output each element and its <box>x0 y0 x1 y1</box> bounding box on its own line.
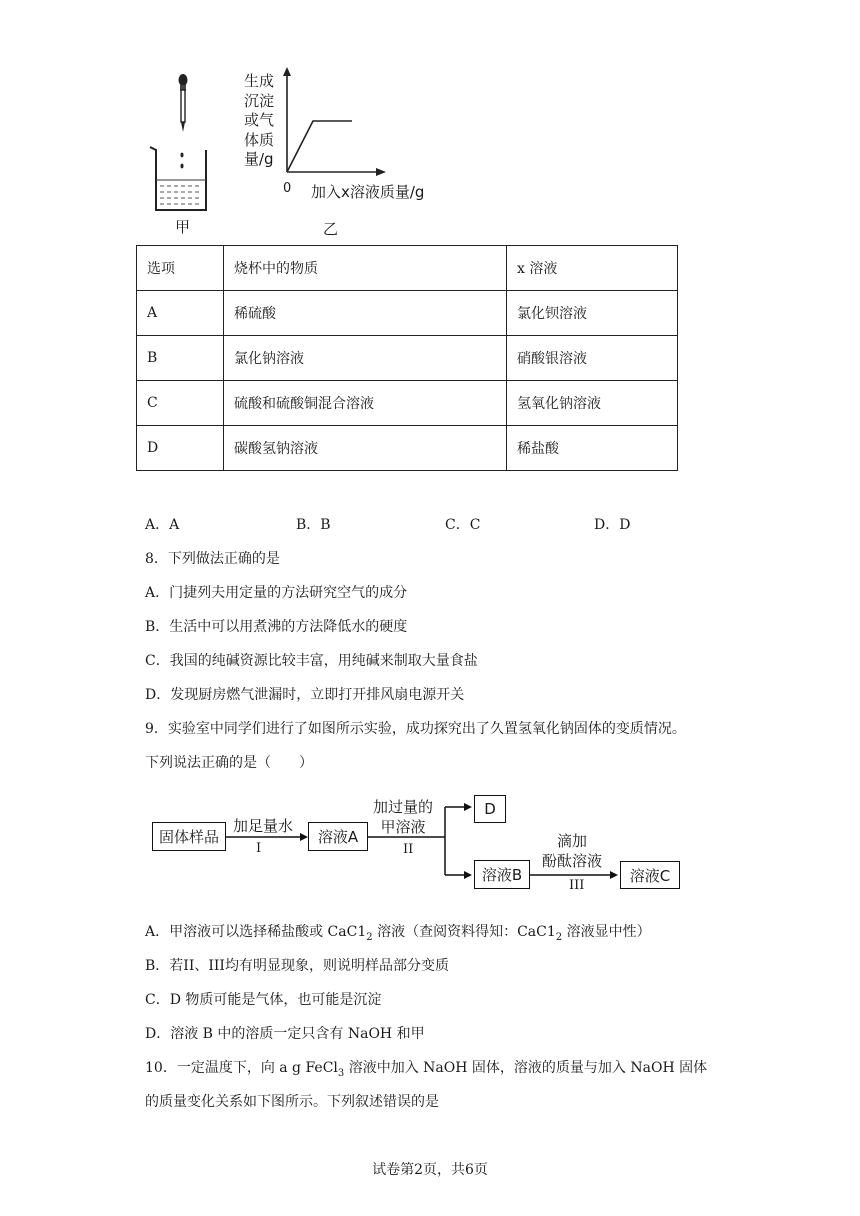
page-footer: 试卷第2页，共6页 <box>372 1162 488 1178</box>
graph-origin: 0 <box>283 181 292 196</box>
table-row <box>137 336 678 381</box>
table-cell: 硫酸和硫酸铜混合溶液 <box>224 381 507 426</box>
step2-label: 加过量的 甲溶液 <box>372 798 433 836</box>
step3-label: 滴加 酚酞溶液 <box>541 832 602 870</box>
table-cell: 氯化钠溶液 <box>224 336 507 381</box>
dropper-bulb <box>179 74 188 86</box>
y-axis-label: 生成 沉淀 或气 体质 量/g <box>244 72 275 168</box>
x-axis-label: 加入x溶液质量/g <box>311 183 425 201</box>
table-cell: C <box>137 381 224 426</box>
table-cell: 硝酸银溶液 <box>507 336 678 381</box>
figure-yi-label: 乙 <box>323 220 339 238</box>
dropper-tube <box>181 90 185 122</box>
table-cell: x 溶液 <box>507 246 678 291</box>
table-row <box>137 381 678 426</box>
table-cell: A <box>137 291 224 336</box>
q7-choice-c[interactable]: C．C <box>445 517 481 533</box>
table-cell: 氢氧化钠溶液 <box>507 381 678 426</box>
table-cell: 选项 <box>137 246 224 291</box>
q9-option-c[interactable]: C．D 物质可能是气体，也可能是沉淀 <box>145 992 382 1008</box>
q9-stem-line2: 下列说法正确的是（ ） <box>145 755 313 771</box>
q9-option-a[interactable]: A．甲溶液可以选择稀盐酸或 $CaC1_2$ 溶液（查阅资料得知：$CaC1_2$ 溶液显中性） <box>145 924 651 943</box>
q8-option-b[interactable]: B．生活中可以用煮沸的方法降低水的硬度 <box>145 619 408 635</box>
q10-stem-line2: 的质量变化关系如下图所示。下列叙述错误的是 <box>145 1094 439 1110</box>
q7-choice-b[interactable]: B．B <box>296 517 331 533</box>
table-cell: D <box>137 426 224 471</box>
q8-option-a[interactable]: A．门捷列夫用定量的方法研究空气的成分 <box>145 585 408 601</box>
table-cell: 碳酸氢钠溶液 <box>224 426 507 471</box>
roman-ii: II <box>403 842 414 857</box>
y-arrow-icon <box>283 67 291 76</box>
table-row <box>137 291 678 336</box>
q8-option-d[interactable]: D．发现厨房燃气泄漏时，立即打开排风扇电源开关 <box>145 687 465 703</box>
beaker-dropper-figure <box>140 70 220 220</box>
table-cell: 稀硫酸 <box>224 291 507 336</box>
roman-iii: III <box>569 878 585 893</box>
q9-stem-line1: 9．实验室中同学们进行了如图所示实验，成功探究出了久置氢氧化钠固体的变质情况。 <box>145 721 686 737</box>
table-cell: 烧杯中的物质 <box>224 246 507 291</box>
table-cell: B <box>137 336 224 381</box>
drop <box>181 153 184 158</box>
table-cell: 稀盐酸 <box>507 426 678 471</box>
table-header-row <box>137 246 678 291</box>
box-solution-a: 溶液A <box>308 822 368 851</box>
figure-jia-label: 甲 <box>175 218 191 236</box>
box-d: D <box>474 795 506 823</box>
x-arrow-icon <box>376 168 386 176</box>
box-solution-b: 溶液B <box>474 860 530 889</box>
q8-option-c[interactable]: C．我国的纯碱资源比较丰富，用纯碱来制取大量食盐 <box>145 653 478 669</box>
table-row <box>137 426 678 471</box>
q7-choice-a[interactable]: A．A <box>145 517 180 533</box>
q10-stem-line1: 10．一定温度下，向 a g FeCl$_3$ 溶液中加入 NaOH 固体，溶液的质量与加入 NaOH 固体 <box>145 1060 708 1079</box>
graph-axes <box>280 66 390 178</box>
drop <box>181 164 184 169</box>
q7-choice-d[interactable]: D．D <box>594 517 631 533</box>
box-solid-sample: 固体样品 <box>152 822 226 851</box>
q9-option-d[interactable]: D．溶液 B 中的溶质一定只含有 NaOH 和甲 <box>145 1026 425 1042</box>
beaker <box>150 147 206 210</box>
roman-i: I <box>256 841 262 856</box>
step1-label: 加足量水 <box>232 817 293 835</box>
q9-option-b[interactable]: B．若II、III均有明显现象，则说明样品部分变质 <box>145 958 449 974</box>
q8-stem: 8．下列做法正确的是 <box>145 551 280 567</box>
graph-line <box>287 121 352 172</box>
box-solution-c: 溶液C <box>620 861 680 889</box>
options-table <box>136 245 678 471</box>
table-cell: 氯化钡溶液 <box>507 291 678 336</box>
